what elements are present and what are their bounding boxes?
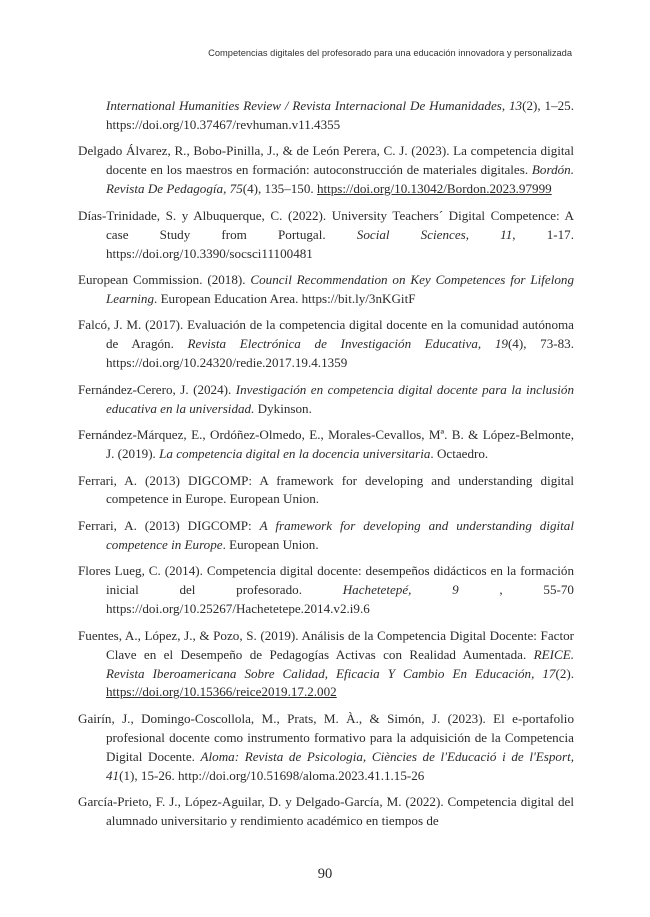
reference-italic-run: Revista Electrónica de Investigación Educativa, 19 (187, 336, 508, 352)
reference-text-run: Ferrari, A. (2013) DIGCOMP: A framework for developing and understanding digital competence in Europe. European Union. (78, 472, 574, 507)
reference-italic-run: 75 (229, 181, 243, 197)
reference-entry (78, 97, 574, 135)
running-header: Competencias digitales del profesorado para una educación innovadora y personalizada (208, 48, 572, 58)
reference-doi-link[interactable]: https://doi.org/10.15366/reice2019.17.2.002 (106, 684, 337, 700)
reference-entry (78, 793, 574, 831)
reference-italic-run: REICE. Revista Iberoamericana Sobre Calidad, Eficacia Y Cambio En Educación (106, 646, 574, 681)
reference-italic-run: A framework for developing and understanding digital competence in Europe (106, 517, 574, 552)
reference-text-run: Ferrari, A. (2013) DIGCOMP: (78, 517, 260, 533)
reference-text-run: . European Union. (222, 536, 319, 552)
reference-text-run: Flores Lueg, C. (2014). Competencia digital docente: desempeños didácticos en la formación inicial del profesorado. (78, 563, 574, 598)
reference-text-run: . Octaedro. (430, 446, 489, 462)
reference-italic-run: International Humanities Review / Revista Internacional De Humanidades, 13 (106, 98, 523, 113)
reference-entry (78, 472, 574, 510)
reference-entry (78, 207, 574, 264)
reference-text-run: (1), 15-26. http://doi.org/10.51698/aloma.2023.41.1.15-26 (119, 767, 425, 783)
reference-text-run: Días-Trinidade, S. y Albuquerque, C. (2022). University Teachers´ Digital Competence: A case Study from Portugal. (78, 207, 574, 242)
reference-text-run: Dykinson. (254, 400, 312, 416)
reference-entry (78, 142, 574, 199)
reference-text-run: , (531, 665, 543, 681)
reference-text-run: (4), 135–150. (242, 181, 317, 197)
reference-text-run: Delgado Álvarez, R., Bobo-Pinilla, J., & de León Perera, C. J. (2023). La competencia digital docente en los maestros en formación: autoconstrucción de materiales digitales. (78, 143, 574, 178)
reference-italic-run: La competencia digital en la docencia universitaria (159, 446, 431, 462)
reference-entry (78, 381, 574, 419)
reference-entry (78, 562, 574, 619)
reference-text-run: García-Prieto, F. J., López-Aguilar, D. y Delgado-García, M. (2022). Competencia digital del alumnado universitario y rendimiento académico en tiempos de (78, 794, 574, 829)
reference-entry (78, 517, 574, 555)
reference-italic-run: Aloma: Revista de Psicologia, Ciències de l'Educació i de l'Esport, 41 (106, 748, 574, 783)
reference-text-run: Falcó, J. M. (2017). Evaluación de la competencia digital docente en la comunidad autónoma de Aragón. (78, 317, 574, 352)
reference-entry (78, 316, 574, 373)
reference-entry (78, 627, 574, 703)
reference-text-run: (4), 73-83. https://doi.org/10.24320/redie.2017.19.4.1359 (106, 336, 574, 371)
reference-text-run: (2), 1–25. https://doi.org/10.37467/revhuman.v11.4355 (106, 98, 574, 132)
reference-text-run: Fernández-Cerero, J. (2024). (78, 381, 236, 397)
reference-italic-run: Bordón. Revista De Pedagogía (106, 162, 574, 197)
reference-text-run: (2). (555, 665, 574, 681)
reference-italic-run: Social Sciences, 11 (356, 226, 513, 242)
reference-text-run: Fuentes, A., López, J., & Pozo, S. (2019). Análisis de la Competencia Digital Docente: Factor Clave en el Desempeño de Pedagogías Activas con Realidad Aumentada. (78, 627, 574, 662)
reference-text-run: , 55-70 https://doi.org/10.25267/Hachetetepe.2014.v2.i9.6 (106, 582, 574, 617)
reference-entry (78, 426, 574, 464)
reference-text-run: , (223, 181, 230, 197)
reference-list (78, 97, 574, 839)
reference-italic-run: Council Recommendation on Key Competences for Lifelong Learning (106, 272, 574, 306)
reference-italic-run: 17 (542, 665, 556, 681)
reference-italic-run: Investigación en competencia digital docente para la inclusión educativa en la universidad. (106, 381, 574, 416)
reference-text-run: . European Education Area. https://bit.ly/3nKGitF (154, 290, 416, 306)
reference-italic-run: Hachetetepé, 9 (342, 582, 459, 598)
page-number: 90 (317, 866, 333, 882)
reference-text-run: Fernández-Márquez, E., Ordóñez-Olmedo, E., Morales-Cevallos, Mª. B. & López-Belmonte, J. (2019). (78, 427, 574, 462)
reference-doi-link[interactable]: https://doi.org/10.13042/Bordon.2023.97999 (316, 181, 552, 197)
reference-entry (78, 271, 574, 309)
reference-text-run: Gairín, J., Domingo-Coscollola, M., Prats, M. À., & Simón, J. (2023). El e-portafolio profesional docente como instrumento formativo para la adquisición de la Competencia Digital Docente. (78, 710, 574, 764)
reference-entry (78, 710, 574, 786)
reference-text-run: , 1-17. https://doi.org/10.3390/socsci11100481 (106, 226, 574, 261)
reference-text-run: European Commission. (2018). (78, 272, 251, 288)
